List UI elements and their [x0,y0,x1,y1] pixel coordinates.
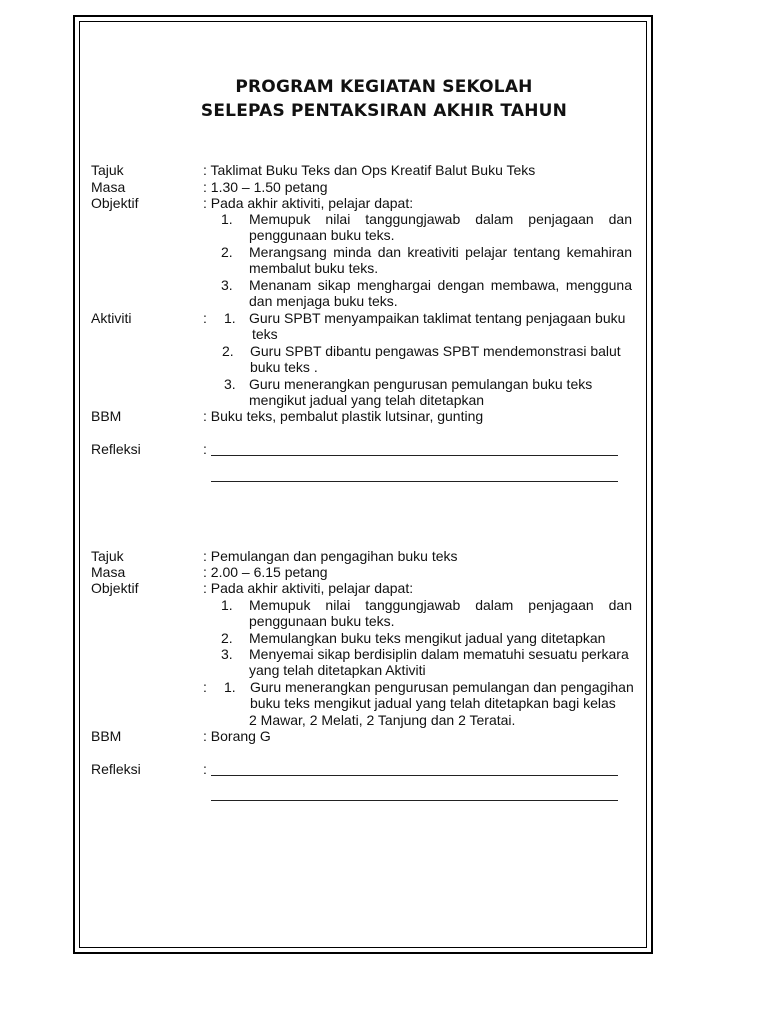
objective-line: Memulangkan buku teks mengikut jadual yang ditetapkan [249,630,606,646]
masa-value: : 1.30 – 1.50 petang [203,179,328,195]
objektif-intro: : Pada akhir aktiviti, pelajar dapat: [203,195,414,211]
objective-number: 2. [221,630,233,646]
activity-line: teks [252,326,278,342]
objektif-label: Objektif [91,580,139,596]
objective-line: membalut buku teks. [249,260,379,276]
aktiviti-colon: : [203,310,207,326]
objective-line: penggunaan buku teks. [249,613,395,629]
bbm-label: BBM [91,728,122,744]
refleksi-answer-line [211,800,618,801]
objective-number: 1. [221,597,233,613]
activity-number: 1. [224,679,236,695]
objective-number: 1. [221,211,233,227]
activity-line: buku teks mengikut jadual yang telah ditetapkan bagi kelas [250,695,616,711]
masa-label: Masa [91,564,126,580]
tajuk-label: Tajuk [91,162,124,178]
activity-line: buku teks . [250,359,318,375]
aktiviti-colon: : [203,679,207,695]
objective-line: yang telah ditetapkan Aktiviti [249,662,426,678]
activity-number: 2. [222,343,234,359]
refleksi-answer-line [211,481,618,482]
objective-number: 3. [221,646,233,662]
objective-line: Menyemai sikap berdisiplin dalam mematuhi sesuatu perkara [249,646,629,662]
objective-number: 3. [221,277,233,293]
objektif-label: Objektif [91,195,139,211]
activity-line: Guru SPBT menyampaikan taklimat tentang penjagaan buku [249,310,626,326]
aktiviti-label: Aktiviti [91,310,132,326]
refleksi-colon: : [203,761,207,777]
objective-line: dan menjaga buku teks. [249,293,398,309]
masa-value: : 2.00 – 6.15 petang [203,564,328,580]
activity-number: 3. [224,376,236,392]
bbm-value: : Borang G [203,728,271,744]
bbm-label: BBM [91,408,122,424]
objective-line: Merangsang minda dan kreativiti pelajar tentang kemahiran [249,244,632,260]
activity-line: Guru menerangkan pengurusan pemulangan buku teks [249,376,593,392]
activity-line: 2 Mawar, 2 Melati, 2 Tanjung dan 2 Teratai. [249,712,516,728]
tajuk-label: Tajuk [91,548,124,564]
page-border-inner [79,21,647,948]
objective-line: Memupuk nilai tanggungjawab dalam penjagaan dan [249,597,632,613]
objective-line: penggunaan buku teks. [249,227,395,243]
tajuk-value: : Pemulangan dan pengagihan buku teks [203,548,458,564]
refleksi-label: Refleksi [91,761,141,777]
objective-line: Memupuk nilai tanggungjawab dalam penjagaan dan [249,211,632,227]
refleksi-label: Refleksi [91,441,141,457]
objective-line: Menanam sikap menghargai dengan membawa, mengguna [249,277,632,293]
objective-number: 2. [221,244,233,260]
tajuk-value: : Taklimat Buku Teks dan Ops Kreatif Balut Buku Teks [203,162,536,178]
masa-label: Masa [91,179,126,195]
activity-number: 1. [224,310,236,326]
objektif-intro: : Pada akhir aktiviti, pelajar dapat: [203,580,414,596]
bbm-value: : Buku teks, pembalut plastik lutsinar, gunting [203,408,484,424]
activity-line: mengikut jadual yang telah ditetapkan [249,392,485,408]
activity-line: Guru menerangkan pengurusan pemulangan dan pengagihan [250,679,634,695]
document-title-line1: PROGRAM KEGIATAN SEKOLAH [235,77,533,97]
activity-line: Guru SPBT dibantu pengawas SPBT mendemonstrasi balut [250,343,621,359]
refleksi-colon: : [203,441,207,457]
document-title-line2: SELEPAS PENTAKSIRAN AKHIR TAHUN [200,101,568,121]
refleksi-answer-line [211,455,618,456]
refleksi-answer-line [211,775,618,776]
